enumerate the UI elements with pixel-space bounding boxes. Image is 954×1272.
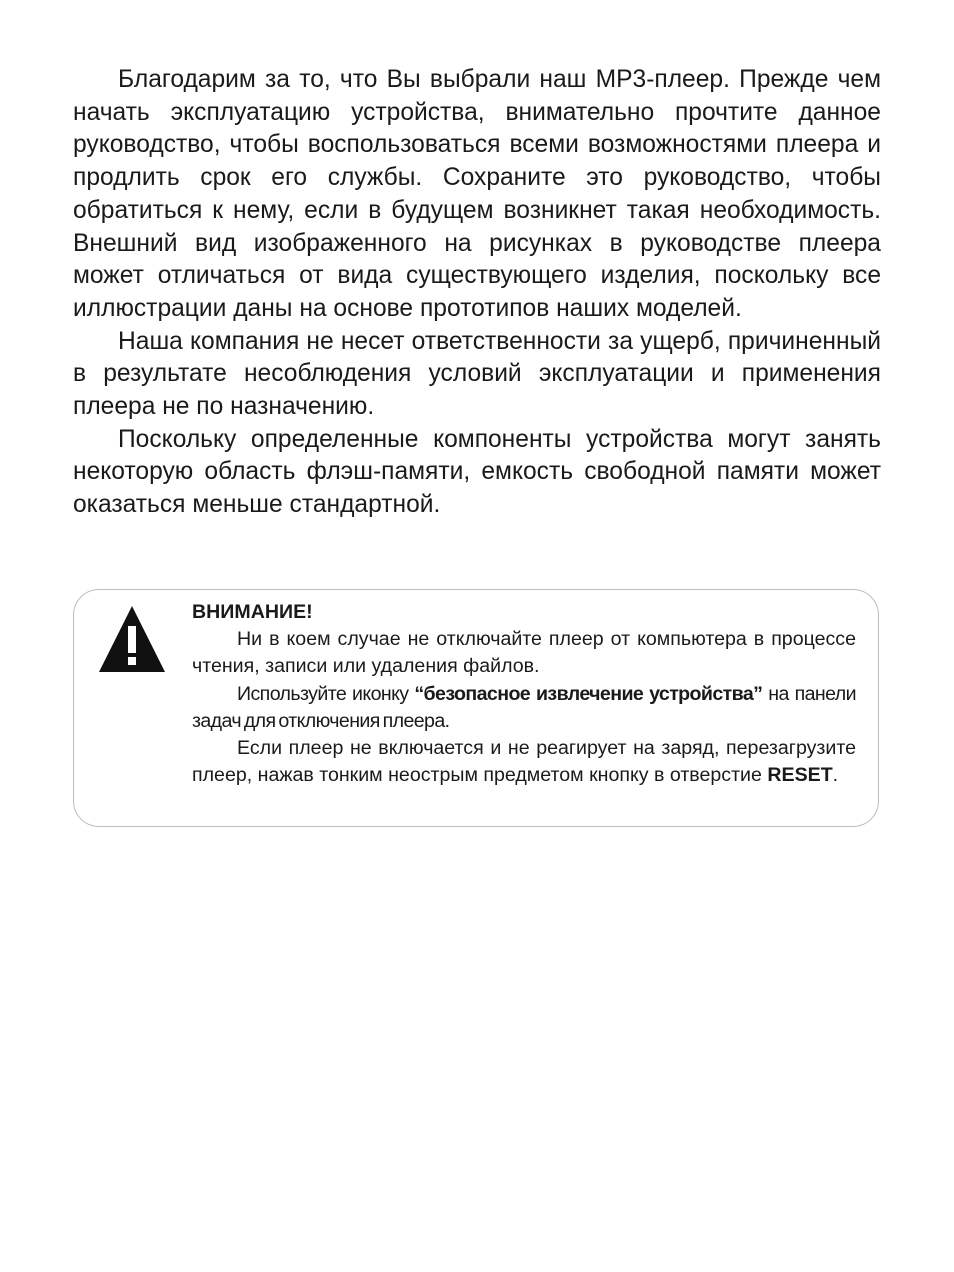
- safe-removal-label: “безопасное извлечение устройства”: [414, 682, 763, 705]
- warning-item-safe-removal-prefix: Используйте иконку: [237, 682, 415, 705]
- intro-paragraph-2: Наша компания не несет ответственности за ущерб, причиненный в результате несоблюдения условий эксплуатации и применения плеера не по назначению.: [73, 327, 881, 421]
- intro-paragraph-1: Благодарим за то, что Вы выбрали наш MP3-плеер. Прежде чем начать эксплуатацию устройства, внимательно прочтите данное руководство, чтобы воспользоваться всеми возможностями плеера и продлить срок его службы. Сохраните это руководство, чтобы обратиться к нему, если в будущем возникнет такая необходимость. Внешний вид изображенного на рисунках в руководстве плеера может отличаться от вида существующего изделия, поскольку все иллюстрации даны на основе прототипов наших моделей.: [73, 66, 881, 322]
- warning-item-safe-removal: [192, 681, 856, 735]
- warning-title: ВНИМАНИЕ!: [192, 601, 313, 623]
- intro-text: [73, 64, 881, 522]
- warning-item-reset: [192, 735, 856, 789]
- warning-item-disconnect: Ни в коем случае не отключайте плеер от компьютера в процессе чтения, записи или удаления файлов.: [192, 628, 856, 678]
- warning-item-safe-removal-suffix: на панели задач для отключения плеера.: [192, 682, 856, 732]
- warning-triangle-icon: [99, 606, 165, 672]
- warning-text: [192, 599, 856, 789]
- intro-paragraph-3: Поскольку определенные компоненты устройства могут занять некоторую область флэш-памяти, емкость свободной памяти может оказаться меньше стандартной.: [73, 425, 881, 519]
- reset-label: RESET: [767, 764, 833, 787]
- warning-item-reset-prefix: Если плеер не включается и не реагирует на заряд, перезагрузите плеер, нажав тонким неострым предметом кнопку в отверстие: [192, 737, 856, 787]
- warning-item-reset-suffix: .: [832, 764, 839, 787]
- warning-box: [73, 589, 879, 827]
